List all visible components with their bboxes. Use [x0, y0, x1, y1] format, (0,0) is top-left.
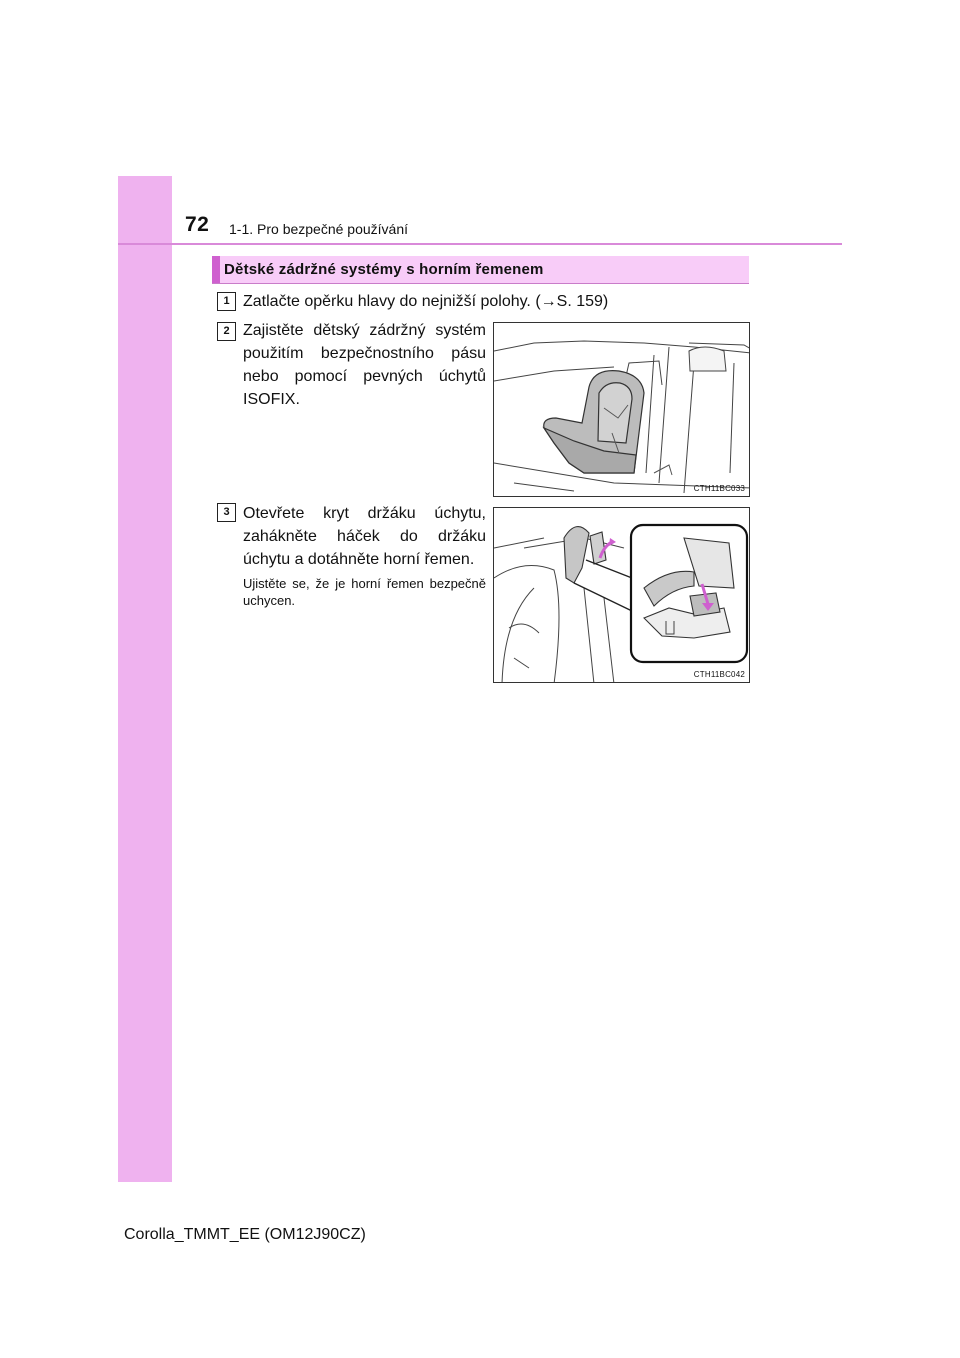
header-rule: [118, 243, 842, 245]
step-1-text: Zatlačte opěrku hlavy do nejnižší polohy. (→S. 159): [243, 293, 609, 310]
top-tether-illustration: [494, 508, 750, 683]
step-3-text: Otevřete kryt držáku úchytu, zahákněte háček do držáku úchytu a dotáhněte horní řemen.: [243, 505, 486, 568]
child-seat-illustration: [494, 323, 750, 497]
figure-top-tether: [493, 507, 750, 683]
step-2-text: Zajistěte dětský zádržný systém použitím bezpečnostního pásu nebo pomocí pevných úchytů ISOFIX.: [243, 322, 486, 408]
figure-child-seat: [493, 322, 750, 497]
heading-text: Dětské zádržné systémy s horním řemenem: [224, 261, 544, 278]
page-number: 72: [185, 213, 210, 236]
footer-document-id: Corolla_TMMT_EE (OM12J90CZ): [124, 1226, 366, 1243]
section-title: 1-1. Pro bezpečné používání: [229, 221, 409, 237]
step-3-note: Ujistěte se, že je horní řemen bezpečně uchycen.: [243, 576, 486, 608]
heading-accent-bar: [212, 256, 220, 283]
figure-2-code: CTH11BC042: [693, 670, 745, 679]
side-tab: [118, 176, 172, 1182]
section-heading: [212, 256, 749, 284]
figure-1-code: CTH11BC033: [693, 484, 745, 493]
step-number-2: 2: [217, 322, 236, 341]
step-number-1: 1: [217, 292, 236, 311]
step-number-3: 3: [217, 503, 236, 522]
